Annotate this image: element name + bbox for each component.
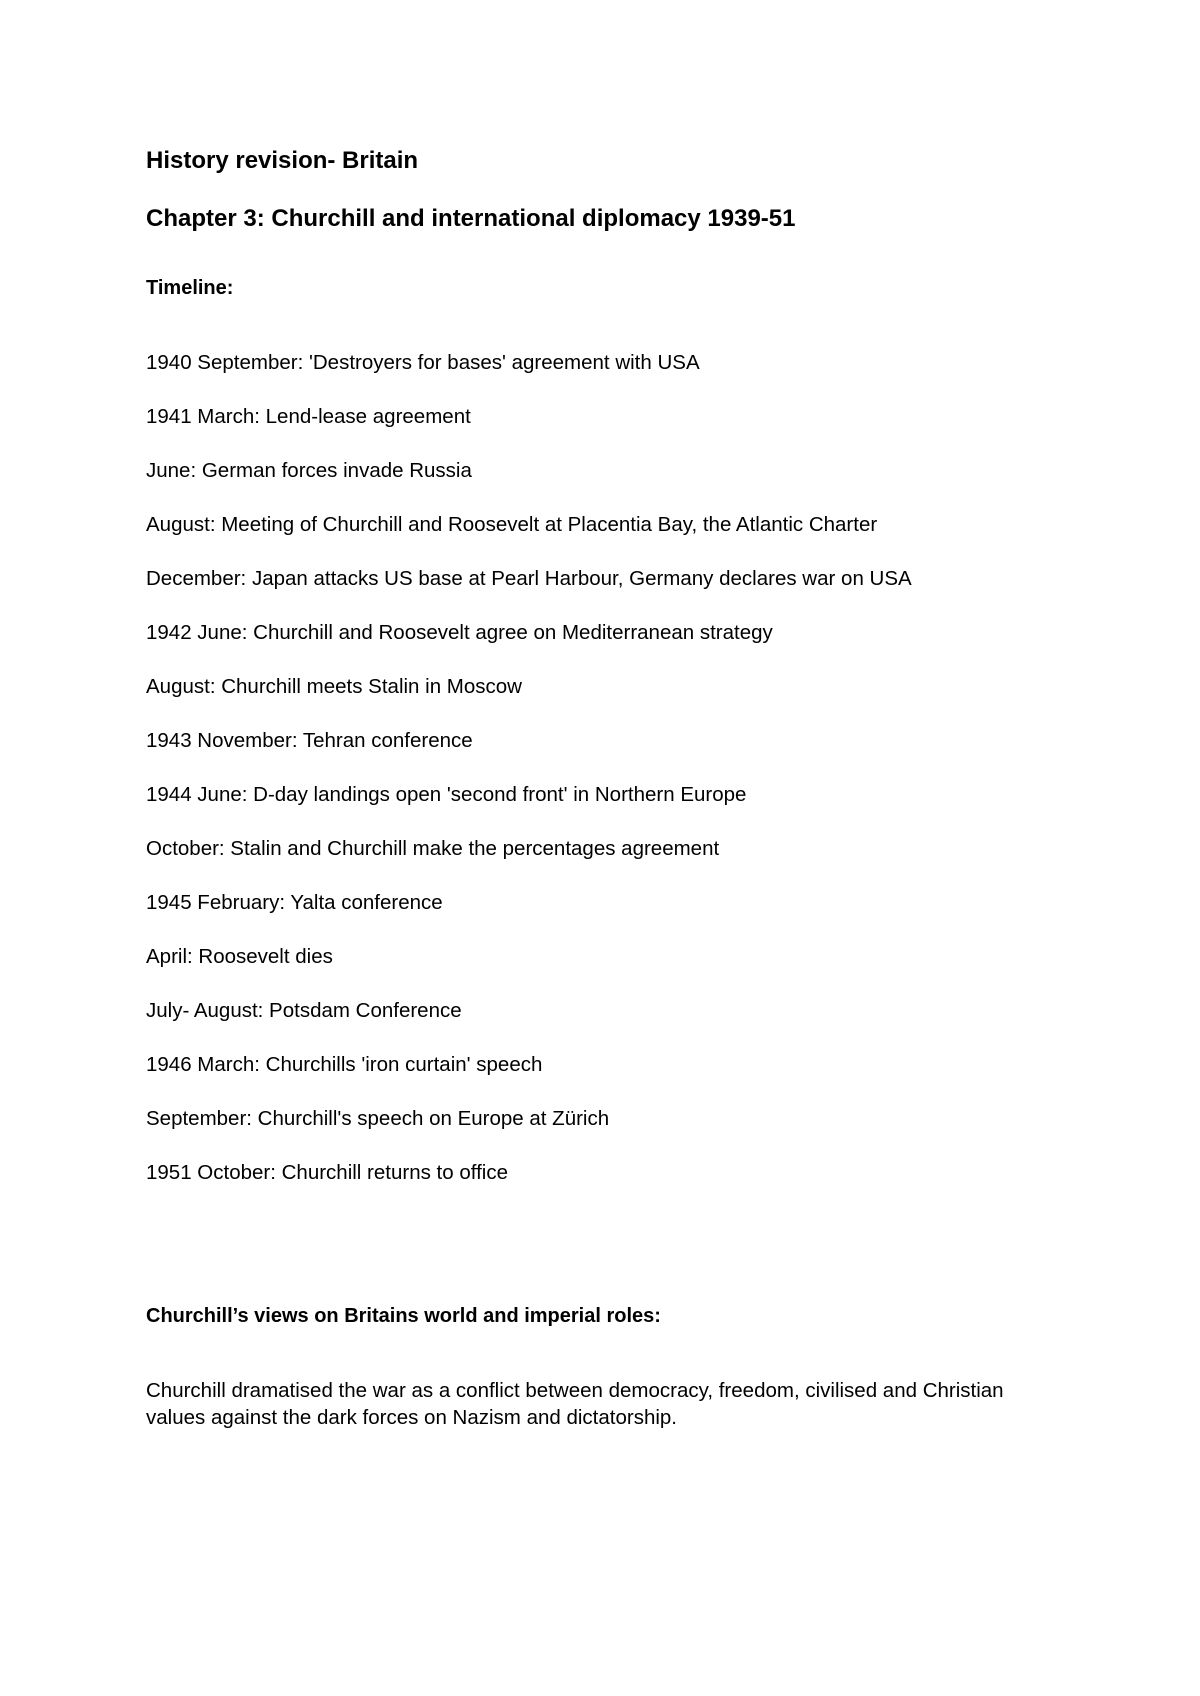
views-heading: Churchill’s views on Britains world and imperial roles: (146, 1305, 661, 1327)
timeline-item: 1945 February: Yalta conference (146, 891, 443, 914)
chapter-heading: Chapter 3: Churchill and international diplomacy 1939-51 (146, 205, 796, 232)
timeline-item: 1940 September: 'Destroyers for bases' agreement with USA (146, 351, 700, 374)
timeline-item: 1943 November: Tehran conference (146, 729, 473, 752)
timeline-item: 1944 June: D-day landings open 'second front' in Northern Europe (146, 783, 747, 806)
timeline-list (146, 349, 1046, 1187)
timeline-item: 1946 March: Churchills 'iron curtain' speech (146, 1053, 543, 1076)
timeline-item: December: Japan attacks US base at Pearl Harbour, Germany declares war on USA (146, 567, 912, 590)
timeline-item: April: Roosevelt dies (146, 945, 333, 968)
timeline-item: August: Churchill meets Stalin in Moscow (146, 675, 522, 698)
document-title: History revision- Britain (146, 147, 419, 174)
timeline-item: July- August: Potsdam Conference (146, 999, 462, 1022)
document-content (146, 144, 1046, 1431)
views-paragraph: Churchill dramatised the war as a conflict between democracy, freedom, civilised and Christian values against the dark forces on Nazism and dictatorship. (146, 1379, 1004, 1429)
timeline-item: August: Meeting of Churchill and Roosevelt at Placentia Bay, the Atlantic Charter (146, 513, 878, 536)
timeline-item: 1951 October: Churchill returns to office (146, 1161, 508, 1184)
timeline-item: 1941 March: Lend-lease agreement (146, 405, 471, 428)
timeline-item: 1942 June: Churchill and Roosevelt agree on Mediterranean strategy (146, 621, 773, 644)
timeline-item: September: Churchill's speech on Europe at Zürich (146, 1107, 610, 1130)
timeline-heading: Timeline: (146, 277, 234, 299)
timeline-item: June: German forces invade Russia (146, 459, 472, 482)
timeline-item: October: Stalin and Churchill make the percentages agreement (146, 837, 720, 860)
